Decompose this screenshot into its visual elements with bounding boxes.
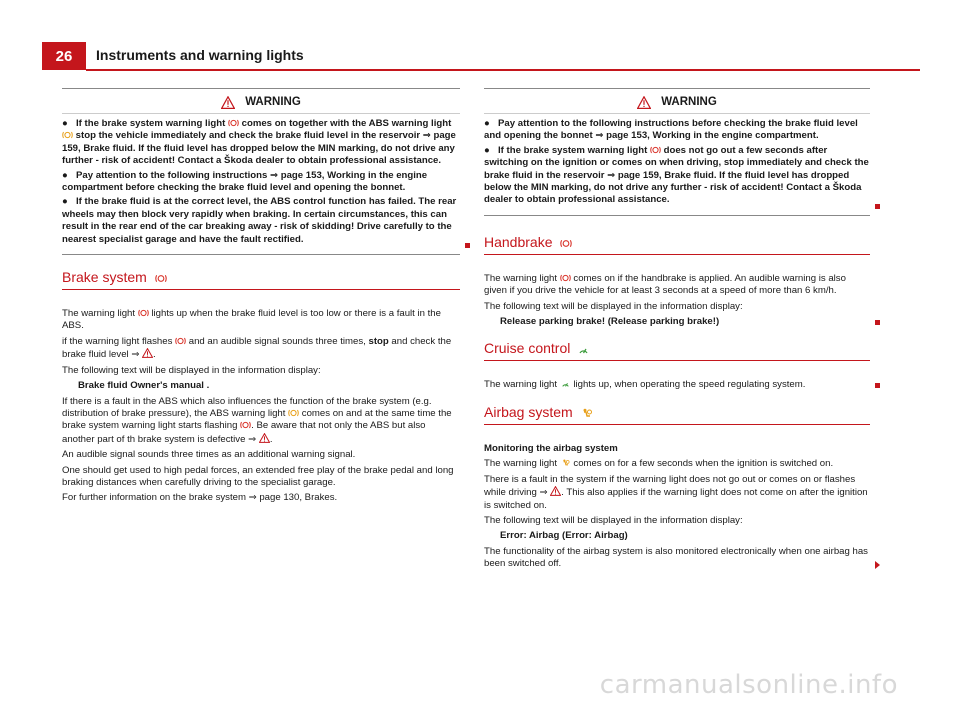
brake-warning-light-icon xyxy=(175,337,186,345)
brake-warning-light-icon xyxy=(650,146,661,154)
airbag-system-section xyxy=(484,404,870,571)
cruise-control-light-icon xyxy=(560,380,571,388)
body-paragraph: The following text will be displayed in the information display: xyxy=(62,364,321,376)
watermark: carmanualsonline.info xyxy=(599,670,898,700)
airbag-light-icon xyxy=(581,408,592,419)
abs-warning-light-icon xyxy=(288,409,299,417)
warning-title: WARNING xyxy=(661,96,717,108)
warning-triangle-icon xyxy=(142,348,153,358)
header-rule xyxy=(86,69,920,71)
body-paragraph: There is a fault in the system if the warning light does not go out or comes on or flashes while driving ⇒ . This also applies if the warning light does not come on after the ignition is switched on. xyxy=(484,473,868,511)
warning-text: does not go out a few seconds after switching on the ignition or comes on when driving, stop immediately and check the brake fluid in the reservoir ⇒ page 159, Brake fluid. If the fluid level has dropped below the MIN marking, do not drive any further - risk of accident! Contact a Škoda dealer to obtain professional assistance. xyxy=(484,144,869,206)
warning-triangle-icon xyxy=(221,96,235,109)
warning-box-left xyxy=(62,88,460,255)
warning-header xyxy=(484,91,870,114)
bullet: ● xyxy=(484,144,490,156)
section-heading: Airbag system xyxy=(484,404,870,425)
brake-warning-light-icon xyxy=(240,421,251,429)
warning-title: WARNING xyxy=(245,96,301,108)
right-column xyxy=(484,88,870,574)
abs-warning-light-icon xyxy=(62,131,73,139)
left-column xyxy=(62,88,460,508)
page-number: 26 xyxy=(42,42,86,70)
warning-box-right xyxy=(484,88,870,216)
handbrake-section xyxy=(484,234,870,329)
brake-system-section xyxy=(62,269,460,505)
body-paragraph: If there is a fault in the ABS which also influences the function of the brake system (e.g. distribution of brake pressure), the ABS warning light comes on and at the same time the brake system warning light starts flashing . Be aware that not only the ABS but also another part of th brake system is defective ⇒ . xyxy=(62,395,452,445)
warning-triangle-icon xyxy=(550,486,561,496)
body-paragraph: The functionality of the airbag system is also monitored electronically when one airbag has been switched off. xyxy=(484,546,870,571)
section-end-marker xyxy=(465,243,470,248)
body-paragraph: The warning light lights up when the brake fluid level is too low or there is a fault in the ABS. xyxy=(62,308,441,332)
warning-paragraph xyxy=(62,118,460,168)
display-message: Brake fluid Owner's manual . xyxy=(78,380,210,392)
body-paragraph: The following text will be displayed in the information display: xyxy=(484,300,743,312)
body-paragraph: The warning light comes on if the handbrake is applied. An audible warning is also given if you drive the vehicle for at least 3 seconds at a speed of more than 6 km/h. xyxy=(484,272,846,297)
chapter-title: Instruments and warning lights xyxy=(96,47,304,63)
body-paragraph: An audible signal sounds three times as an additional warning signal. xyxy=(62,449,356,461)
warning-text: Pay attention to the following instructions ⇒ page 153, Working in the engine compartment before checking the brake fluid level and opening the bonnet. xyxy=(62,169,428,194)
section-heading: Handbrake xyxy=(484,234,870,255)
body-paragraph: if the warning light flashes and an audible signal sounds three times, stop and check the brake fluid level ⇒ . xyxy=(62,335,452,361)
body-paragraph: For further information on the brake system ⇒ page 130, Brakes. xyxy=(62,492,338,504)
warning-text: stop the vehicle immediately and check the brake fluid level in the reservoir ⇒ page 159, Brake fluid. If the fluid level has dropped below the MIN marking, do not drive any further - risk of accident! Contact a Škoda dealer to obtain professional assistance. xyxy=(62,130,456,167)
brake-warning-light-icon xyxy=(155,274,167,283)
body-paragraph: The warning light comes on for a few seconds when the ignition is switched on. xyxy=(484,458,834,470)
warning-paragraph xyxy=(62,196,460,246)
airbag-light-icon xyxy=(560,459,571,467)
brake-warning-light-icon xyxy=(228,119,239,127)
warning-text: Pay attention to the following instructions before checking the brake fluid level and opening the bonnet ⇒ page 153, Working in the engine compartment. xyxy=(484,118,858,142)
body-paragraph: One should get used to high pedal forces, an extended free play of the brake pedal and long braking distances when carefully driving to the specialist garage. xyxy=(62,464,454,488)
warning-paragraph xyxy=(484,145,870,207)
display-message: Error: Airbag (Error: Airbag) xyxy=(500,530,628,542)
section-heading: Cruise control xyxy=(484,340,870,361)
cruise-control-light-icon xyxy=(578,345,589,355)
section-heading: Brake system xyxy=(62,269,460,290)
warning-paragraph xyxy=(62,170,460,195)
body-paragraph: The following text will be displayed in the information display: xyxy=(484,514,743,526)
handbrake-light-icon xyxy=(560,274,571,282)
bullet: ● xyxy=(484,118,490,129)
handbrake-light-icon xyxy=(560,239,572,248)
bullet: ● xyxy=(62,196,68,208)
warning-text: comes on together with the ABS warning light xyxy=(241,118,452,129)
warning-header xyxy=(62,91,460,114)
bullet: ● xyxy=(62,169,68,181)
subheading: Monitoring the airbag system xyxy=(484,442,618,454)
bullet: ● xyxy=(62,118,68,129)
warning-text: If the brake fluid is at the correct level, the ABS control function has failed. The rear wheels may then block very rapidly when braking. In certain circumstances, this can result in the rear end of the car breaking away - risk of skidding! Drive carefully to the nearest specialist garage and have the fault rectified. xyxy=(62,196,457,245)
section-end-marker xyxy=(875,383,880,388)
warning-triangle-icon xyxy=(259,433,270,443)
section-end-marker xyxy=(875,320,880,325)
section-end-marker xyxy=(875,204,880,209)
warning-text: If the brake system warning light xyxy=(498,144,648,156)
brake-warning-light-icon xyxy=(138,309,149,317)
body-paragraph: The warning light lights up, when operating the speed regulating system. xyxy=(484,379,870,391)
warning-paragraph xyxy=(484,118,870,143)
display-message: Release parking brake! (Release parking brake!) xyxy=(484,316,870,328)
warning-text: If the brake system warning light xyxy=(76,118,226,129)
continue-arrow-icon xyxy=(875,561,880,569)
cruise-control-section xyxy=(484,340,870,391)
warning-triangle-icon xyxy=(637,96,651,109)
